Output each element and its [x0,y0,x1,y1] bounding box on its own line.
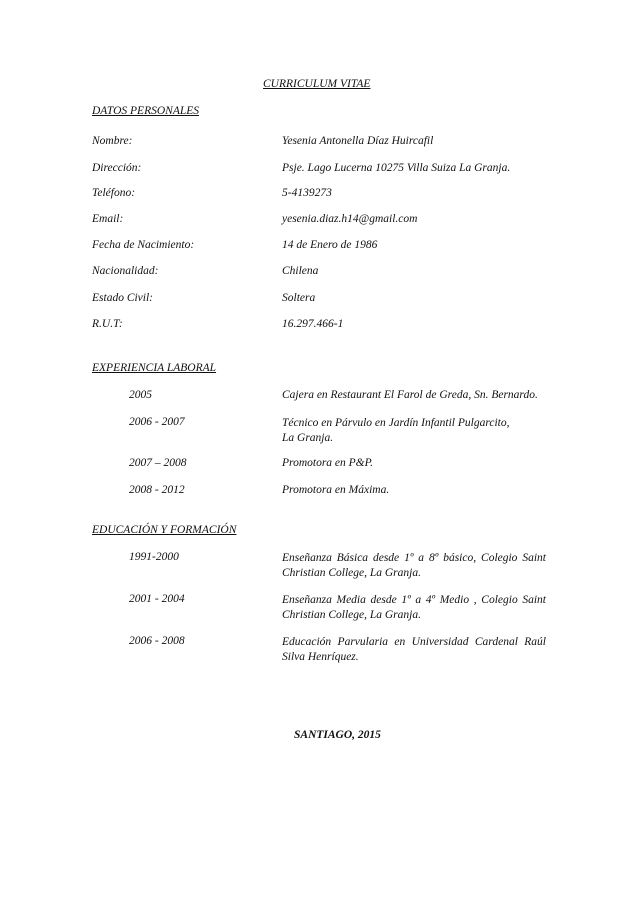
field-value-birthdate: 14 de Enero de 1986 [282,239,378,251]
field-label-email: Email: [92,213,124,225]
field-value-name: Yesenia Antonella Díaz Huircafil [282,135,434,147]
section-heading-education: EDUCACIÓN Y FORMACIÓN [92,524,237,536]
field-label-rut: R.U.T: [92,318,123,330]
document-title: CURRICULUM VITAE [263,78,371,90]
education-period: 2001 - 2004 [129,593,185,605]
experience-period: 2007 – 2008 [129,457,187,469]
experience-description: Promotora en P&P. [282,457,374,469]
footer-place-date: SANTIAGO, 2015 [294,729,381,741]
section-heading-personal: DATOS PERSONALES [92,105,200,117]
field-value-marital-status: Soltera [282,292,316,304]
section-heading-experience: EXPERIENCIA LABORAL [92,362,217,374]
experience-description: Cajera en Restaurant El Farol de Greda, Sn. Bernardo. [282,389,538,401]
education-period: 1991-2000 [129,551,179,563]
field-label-phone: Teléfono: [92,187,136,199]
field-label-marital-status: Estado Civil: [92,292,154,304]
field-value-address: Psje. Lago Lucerna 10275 Villa Suiza La Granja. [282,162,511,174]
field-value-rut: 16.297.466-1 [282,318,344,330]
field-label-address: Dirección: [92,162,142,174]
experience-description: Promotora en Máxima. [282,484,390,496]
experience-period: 2006 - 2007 [129,416,185,428]
education-period: 2006 - 2008 [129,635,185,647]
experience-description: Técnico en Párvulo en Jardín Infantil Pulgarcito, La Granja. [282,417,510,444]
field-label-name: Nombre: [92,135,133,147]
field-label-birthdate: Fecha de Nacimiento: [92,239,195,251]
field-value-phone: 5-4139273 [282,187,332,199]
experience-period: 2005 [129,389,152,401]
field-value-nationality: Chilena [282,265,319,277]
education-description: Enseñanza Básica desde 1º a 8º básico, Colegio Saint Christian College, La Granja. [282,552,546,579]
education-description: Enseñanza Media desde 1º a 4º Medio , Colegio Saint Christian College, La Granja. [282,594,546,621]
field-value-email: yesenia.diaz.h14@gmail.com [282,213,418,225]
field-label-nationality: Nacionalidad: [92,265,159,277]
experience-period: 2008 - 2012 [129,484,185,496]
education-description: Educación Parvularia en Universidad Cardenal Raúl Silva Henríquez. [282,636,546,663]
